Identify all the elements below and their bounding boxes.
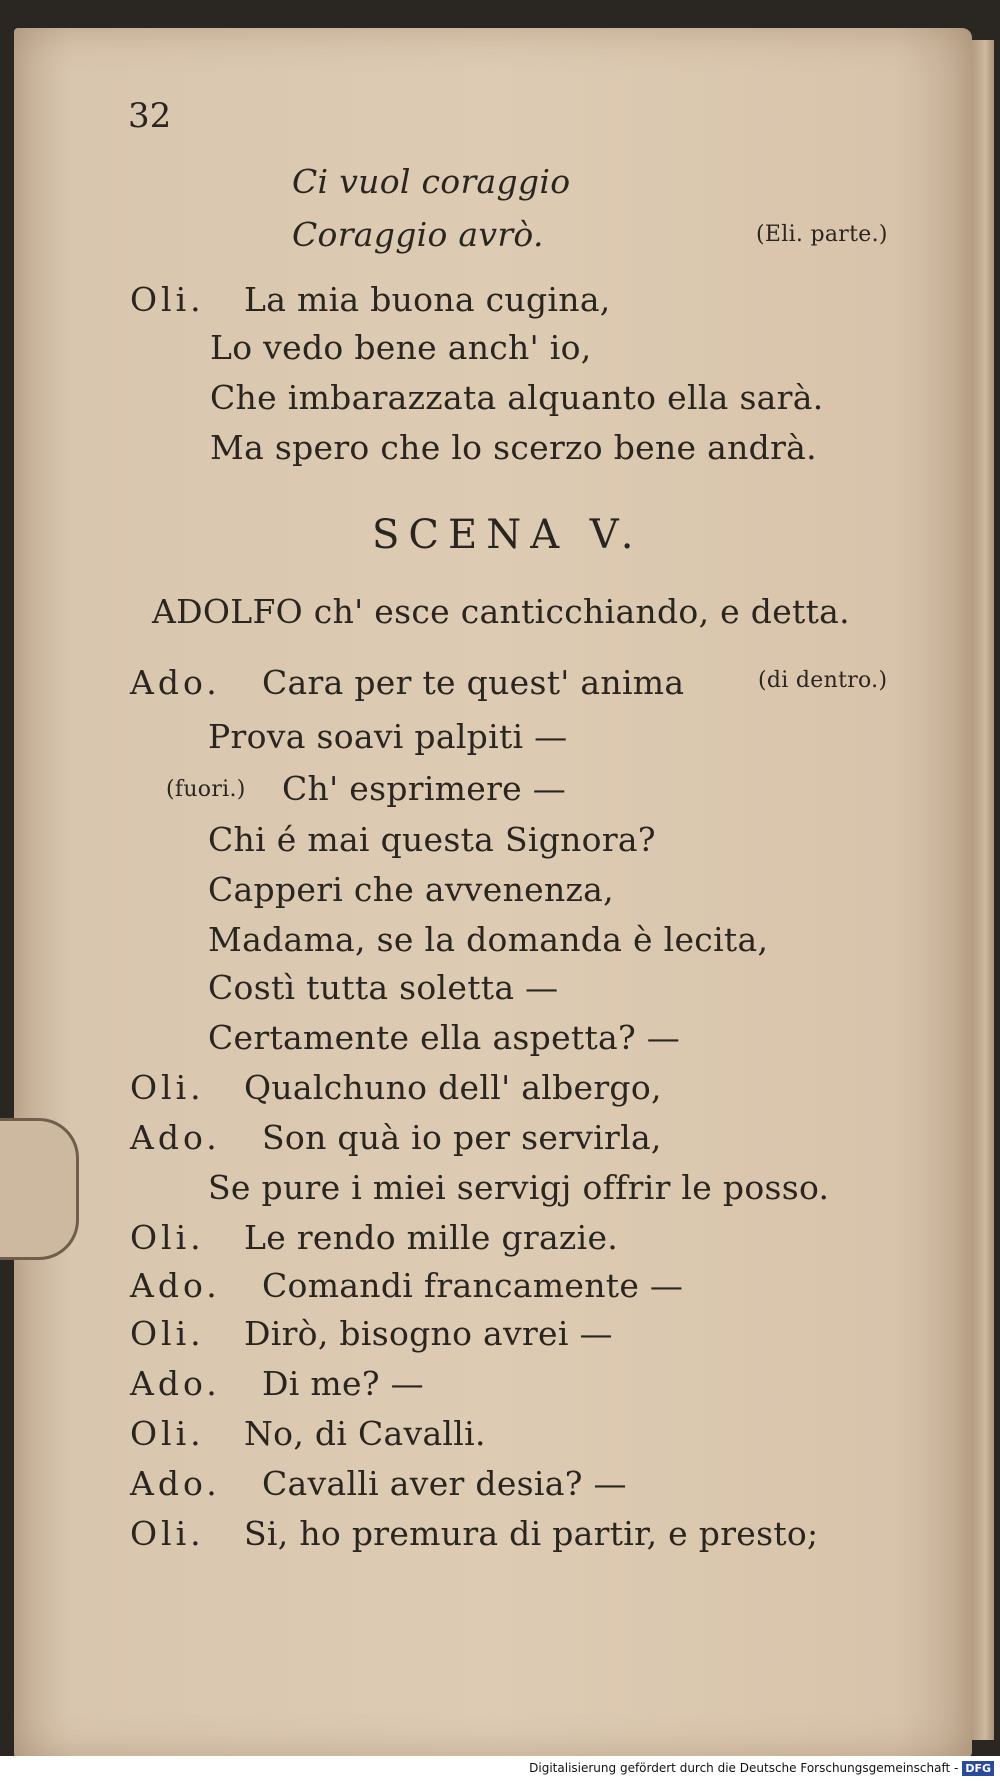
verse-line: Si, ho premura di partir, e presto; xyxy=(244,1514,819,1553)
verse-line: Capperi che avvenenza, xyxy=(208,870,614,909)
scene-cast: ADOLFO ch' esce canticchiando, e detta. xyxy=(152,592,850,631)
verse-line: Ma spero che lo scerzo bene andrà. xyxy=(210,428,817,467)
verse-line: Che imbarazzata alquanto ella sarà. xyxy=(210,378,824,417)
stage-direction: (di dentro.) xyxy=(758,668,888,693)
speaker-label: Oli. xyxy=(130,1218,205,1257)
scene-heading: SCENA V. xyxy=(372,512,643,558)
verse-line: Cavalli aver desia? — xyxy=(262,1464,627,1503)
verse-line: Certamente ella aspetta? — xyxy=(208,1018,681,1057)
speaker-label: Ado. xyxy=(130,663,221,702)
verse-line: Di me? — xyxy=(262,1364,424,1403)
verse-line: Qualchuno dell' albergo, xyxy=(244,1068,662,1107)
page-number: 32 xyxy=(128,96,172,136)
speaker-label: Ado. xyxy=(130,1266,221,1305)
speaker-label: Oli. xyxy=(130,280,205,319)
verse-line: Lo vedo bene anch' io, xyxy=(210,328,592,367)
verse-line: Chi é mai questa Signora? xyxy=(208,820,656,859)
verse-line: Cara per te quest' anima xyxy=(262,663,685,702)
verse-line: Ci vuol coraggio xyxy=(292,162,571,201)
verse-line: Se pure i miei servigj offrir le posso. xyxy=(208,1168,830,1207)
speaker-label: Ado. xyxy=(130,1364,221,1403)
page-edge xyxy=(972,40,994,1740)
verse-line: Le rendo mille grazie. xyxy=(244,1218,619,1257)
verse-line: La mia buona cugina, xyxy=(244,280,611,319)
stage-direction: (Eli. parte.) xyxy=(756,222,888,247)
speaker-label: Oli. xyxy=(130,1314,205,1353)
verse-line: Son quà io per servirla, xyxy=(262,1118,662,1157)
speaker-label: Ado. xyxy=(130,1118,221,1157)
stage-direction: (fuori.) xyxy=(166,777,246,802)
verse-line: Madama, se la domanda è lecita, xyxy=(208,920,769,959)
digitization-footer xyxy=(0,1756,1000,1781)
speaker-label: Ado. xyxy=(130,1464,221,1503)
verse-line: Costì tutta soletta — xyxy=(208,968,559,1007)
verse-line: Coraggio avrò. xyxy=(292,215,544,254)
verse-line: No, di Cavalli. xyxy=(244,1414,486,1453)
verse-line: Prova soavi palpiti — xyxy=(208,717,568,756)
verse-line: Comandi francamente — xyxy=(262,1266,684,1305)
verse-line: Ch' esprimere — xyxy=(282,769,567,808)
footer-credit: Digitalisierung gefördert durch die Deutsche Forschungsgemeinschaft - xyxy=(529,1761,959,1775)
speaker-label: Oli. xyxy=(130,1514,205,1553)
page-clip xyxy=(0,1118,79,1260)
speaker-label: Oli. xyxy=(130,1414,205,1453)
speaker-label: Oli. xyxy=(130,1068,205,1107)
verse-line: Dirò, bisogno avrei — xyxy=(244,1314,613,1353)
dfg-logo: DFG xyxy=(962,1761,994,1776)
